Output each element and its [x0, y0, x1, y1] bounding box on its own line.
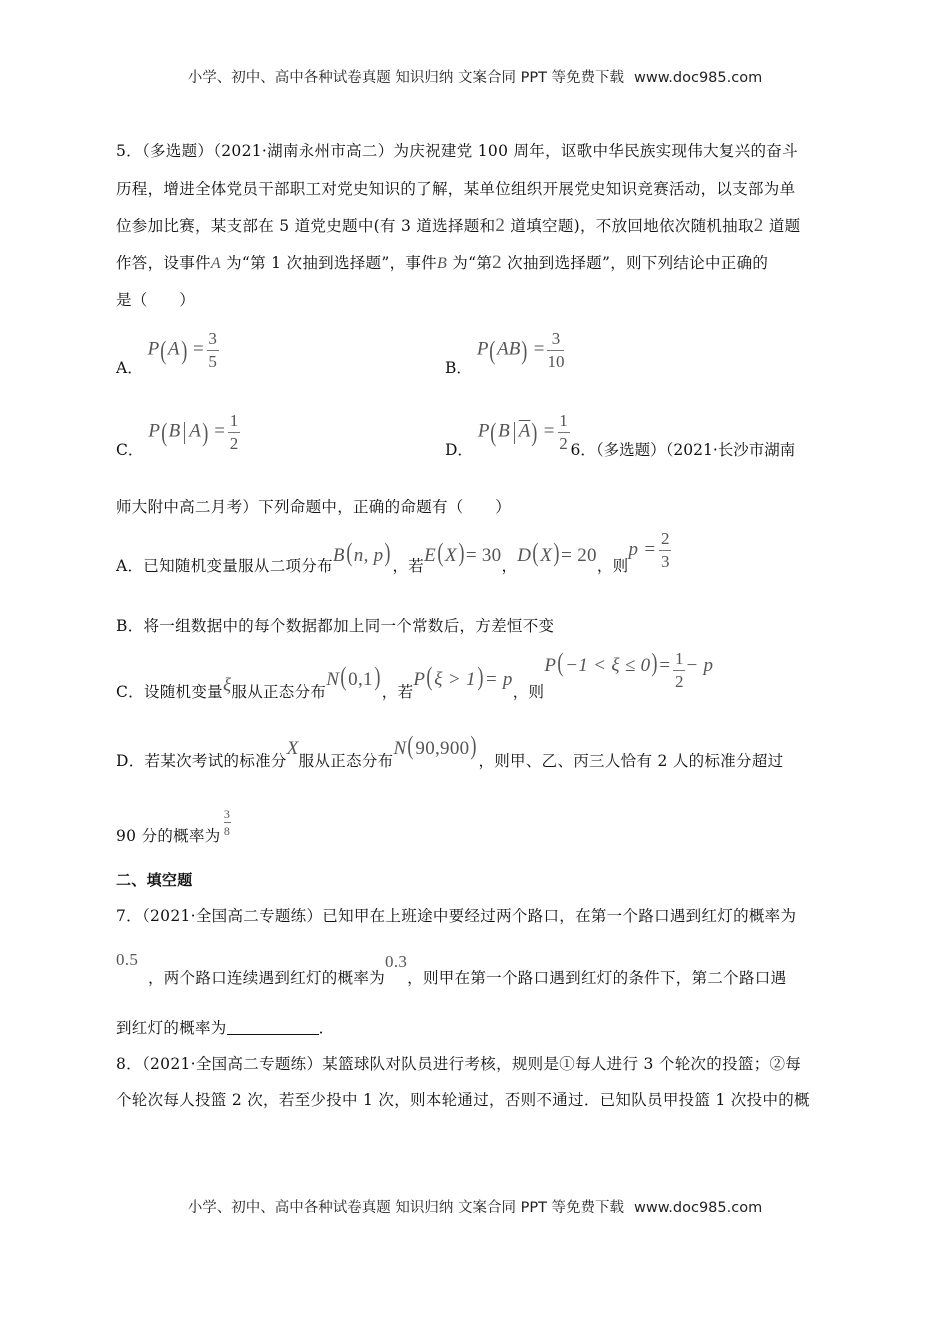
- q8-line-2: 个轮次每人投篮 2 次，若至少投中 1 次，则本轮通过，否则不通过．已知队员甲投篮 1 次投中的概: [116, 1091, 810, 1109]
- q5-option-a[interactable]: A． P(A) = $\frac{3}{5}$: [116, 329, 217, 377]
- section-title-fill-blank: 二、填空题: [116, 871, 193, 889]
- fraction: $\frac{1}{2}$: [674, 649, 684, 691]
- q7-line-3: 到红灯的概率为 ．: [116, 1019, 335, 1037]
- header-url[interactable]: www.doc985.com: [634, 70, 763, 86]
- q8-line-1: 8．（2021·全国高二专题练）某篮球队对队员进行考核，规则是①每人进行 3 个轮次的投篮；②每: [116, 1055, 802, 1073]
- page-footer: [0, 1196, 950, 1217]
- header-text: 小学、初中、高中各种试卷真题 知识归纳 文案合同 PPT 等免费下载: [187, 70, 625, 86]
- q5-line-4: 作答，设事件A 为“第 1 次抽到选择题”，事件B 为“第2 次抽到选择题”，则下列结论中正确的: [116, 252, 769, 273]
- q5-line-3: 位参加比赛，某支部在 5 道党史题中(有 3 道选择题和2 道填空题)，不放回地依次随机抽取2 道题: [116, 215, 801, 236]
- fraction: $\frac{1}{2}$: [229, 411, 239, 453]
- fraction: $\frac{3}{10}$: [547, 329, 565, 371]
- answer-blank[interactable]: [227, 1020, 319, 1035]
- q6-option-b[interactable]: B．将一组数据中的每个数据都加上同一个常数后，方差恒不变: [116, 617, 555, 635]
- q5-line-2: 历程，增进全体党员干部职工对党史知识的了解，某单位组织开展党史知识竞赛活动，以支部为单: [116, 180, 796, 198]
- footer-url[interactable]: www.doc985.com: [634, 1200, 763, 1216]
- q6-option-d-cont: 90 分的概率为 $\frac{3}{8}$: [116, 807, 231, 845]
- footer-text: 小学、初中、高中各种试卷真题 知识归纳 文案合同 PPT 等免费下载: [187, 1200, 625, 1216]
- page-header: [0, 66, 950, 87]
- q7-line-1: 7．（2021·全国高二专题练）已知甲在上班途中要经过两个路口，在第一个路口遇到红灯的概率为: [116, 907, 797, 925]
- q5-line-1: 5．（多选题）（2021·湖南永州市高二）为庆祝建党 100 周年，讴歌中华民族实现伟大复兴的奋斗: [116, 142, 798, 160]
- q7-line-2: 0.5 ，两个路口连续遇到红灯的概率为0.3，则甲在第一个路口遇到红灯的条件下，第二个路口遇: [116, 950, 787, 987]
- q6-option-d[interactable]: D．若某次考试的标准分X服从正态分布N(90,900)，则甲、乙、丙三人恰有 2 人的标准分超过: [116, 731, 784, 770]
- q5-option-d[interactable]: D． P(B $\overline{A}$) = $\frac{1}{2}$ 6．（多选题）（2021·长沙市湖南: [445, 411, 796, 459]
- fraction: $\frac{1}{2}$: [559, 411, 568, 453]
- q6-line-2: 师大附中高二月考）下列命题中，正确的命题有（ ）: [116, 498, 512, 516]
- q6-line-1: 6．（多选题）（2021·长沙市湖南: [570, 440, 796, 459]
- fraction: $\frac{3}{5}$: [208, 329, 217, 371]
- q5-option-b[interactable]: B． P(AB) = $\frac{3}{10}$: [445, 329, 565, 377]
- q6-option-a[interactable]: A．已知随机变量服从二项分布B(n, p)，若E(X)= 30，D(X)= 20，则p = $\frac{2}{3}$: [116, 529, 670, 575]
- fraction: $\frac{2}{3}$: [661, 529, 670, 571]
- q5-option-c[interactable]: C． P(B A) = $\frac{1}{2}$: [116, 411, 239, 459]
- q5-line-5: 是（ ）: [116, 291, 196, 309]
- fraction: $\frac{3}{8}$: [223, 807, 231, 838]
- q6-option-c[interactable]: C．设随机变量ξ服从正态分布N(0,1)，若P(ξ > 1)= p，则P(−1 < ξ ≤ 0)= $\frac{1}{2}$ − p: [116, 647, 714, 701]
